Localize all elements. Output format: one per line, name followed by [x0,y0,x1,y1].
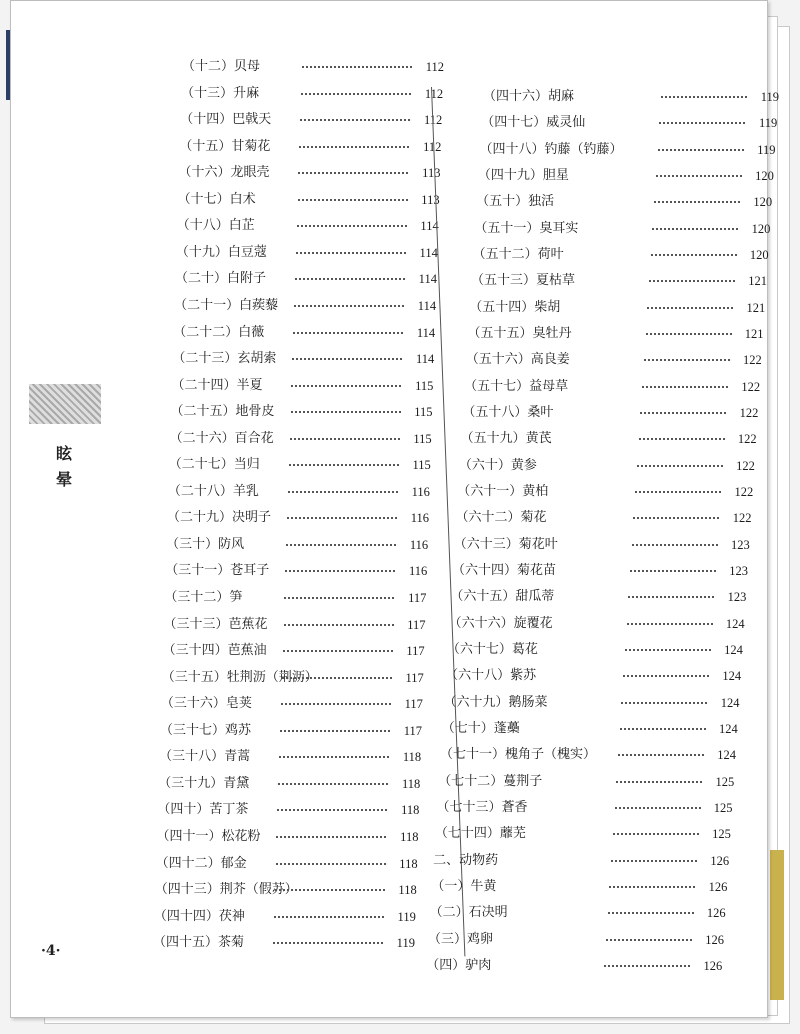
toc-entry-page: 126 [708,879,728,894]
toc-entry-page: 122 [736,458,755,473]
toc-entry-title: （十三）升麻 [181,85,260,101]
toc-entry-title: （四）驴肉 [426,957,492,973]
page-number: ·4· [41,943,61,959]
dot-leader [295,278,405,280]
toc-entry-title: （四十八）钓藤（钓藤） [479,141,623,157]
toc-entry-title: （二十二）白薇 [173,324,265,340]
toc-entry-title: （六十六）旋覆花 [448,615,553,631]
toc-entry-page: 116 [411,484,430,499]
toc-entry-page: 121 [744,326,764,341]
toc-entry-page: 118 [400,829,419,844]
dot-leader [282,677,392,679]
toc-entry-page: 122 [739,405,759,420]
toc-entry-page: 119 [760,90,779,104]
toc-entry-page: 125 [715,774,735,789]
dot-leader [284,597,394,599]
toc-entry-title: （六十一）黄柏 [457,483,549,499]
dot-leader [620,728,706,730]
dot-leader [625,649,711,651]
dot-leader [646,333,732,335]
toc-entry-title: （三十五）牡荆沥（荆沥） [161,669,318,685]
dot-leader [284,624,394,626]
dot-leader [279,756,389,758]
dot-leader [301,93,411,95]
toc-entry-page: 125 [712,827,731,842]
toc-entry-page: 114 [419,245,438,260]
toc-entry-title: （四十四）茯神 [153,908,245,924]
dot-leader [276,836,386,838]
toc-entry-page: 117 [408,591,427,605]
toc-entry-page: 119 [397,909,416,924]
toc-entry-page: 112 [424,86,444,101]
dot-leader [640,412,726,414]
toc-entry-page: 124 [725,616,745,631]
toc-entry-title: （四十二）郁金 [155,855,247,871]
dot-leader [627,623,713,625]
toc-entry-page: 125 [713,800,733,815]
dot-leader [608,912,694,914]
toc-entry-page: 121 [748,274,767,289]
toc-entry-title: （二十八）羊乳 [167,483,259,499]
dot-leader [286,544,396,546]
toc-entry-page: 117 [407,617,426,632]
side-title-char: 眩 [56,444,73,463]
side-title-char: 晕 [56,470,73,489]
toc-entry-title: （二十七）当归 [168,457,260,473]
toc-entry-title: （五十七）益母草 [464,378,569,394]
dot-leader [283,650,393,652]
toc-entry-title: （二十九）决明子 [167,510,272,526]
toc-entry-title: （四十三）荆芥（假苏） [154,882,298,898]
toc-entry-page: 114 [417,298,437,313]
dot-leader [658,149,744,151]
dot-leader [615,807,701,809]
dot-leader [652,228,738,230]
toc-entry-title: （十四）巴戟天 [180,112,272,128]
toc-entry-title: （十二）贝母 [182,59,261,74]
toc-entry-title: （二十五）地骨皮 [170,404,275,420]
dot-leader [288,491,398,493]
dot-leader [299,146,409,148]
toc-entry-title: （六十）黄参 [458,457,537,473]
toc-entry-title: （三十九）青黛 [158,775,250,791]
toc-entry-page: 124 [722,669,742,684]
toc-entry-page: 120 [751,221,771,236]
dot-leader [296,252,406,254]
dot-leader [611,860,697,862]
toc-entry-title: （六十二）菊花 [455,510,547,526]
dot-leader [298,172,408,174]
toc-entry-page: 119 [757,142,776,157]
toc-entry-page: 112 [423,139,442,154]
dot-leader [285,570,395,572]
toc-entry-title: （七十一）槐角子（槐实） [440,747,597,763]
toc-entry-page: 121 [746,300,766,315]
toc-entry-page: 122 [741,379,761,394]
dot-leader [297,225,407,227]
toc-entry-page: 123 [727,590,747,605]
dot-leader [637,465,723,467]
toc-entry-title: 二、动物药 [433,852,499,868]
toc-entry-title: （七十三）蒼香 [436,799,528,815]
dot-leader [289,464,399,466]
dot-leader [659,122,745,124]
dot-leader [642,386,728,388]
toc-entry-title: （二十六）百合花 [169,430,274,446]
toc-entry-page: 126 [706,906,726,921]
toc-entry-page: 114 [416,325,436,340]
dot-leader [633,517,719,519]
toc-entry-title: （四十一）松花粉 [156,828,261,844]
toc-entry-title: （二十三）玄胡索 [172,351,277,367]
dot-leader [623,675,709,677]
toc-entry-page: 123 [729,563,749,578]
toc-entry-page: 115 [413,431,432,446]
toc-entry-title: （四十九）胆星 [477,167,569,183]
toc-entry-title: （三十八）青蒿 [159,749,251,765]
toc-entry-page: 116 [410,511,430,526]
toc-entry-title: （四十）苦丁茶 [157,802,249,818]
toc-entry-title: （十八）白芷 [176,218,255,234]
dot-leader [604,965,690,967]
toc-entry-page: 126 [710,853,730,868]
decorative-ornament [29,384,101,424]
toc-entry-page: 115 [415,378,434,393]
toc-entry-page: 117 [406,644,425,659]
toc-entry-title: （六十五）甜瓜蒂 [450,589,555,605]
toc-entry-page: 114 [420,219,439,234]
toc-entry-title: （五十五）臭牡丹 [467,325,572,341]
toc-entry-page: 122 [737,432,757,447]
dot-leader [630,570,716,572]
toc-entry-title: （六十九）鹅肠菜 [443,694,548,710]
toc-entry-title: （三十三）芭蕉花 [163,616,268,632]
toc-entry-title: （二十四）半夏 [171,377,263,393]
toc-entry-title: （三）鸡卵 [427,931,493,947]
toc-entry-page: 119 [758,116,778,131]
toc-entry-page: 112 [423,113,443,128]
toc-entry-title: （七十）蓬蘽 [441,720,520,736]
toc-entry-title: （五十三）夏枯草 [470,273,575,289]
toc-entry-title: （三十七）鸡苏 [160,722,252,738]
toc-entry-title: （三十六）皂荚 [160,696,252,712]
toc-entry-page: 120 [755,168,774,183]
toc-entry-title: （四十六）胡麻 [483,89,575,104]
dot-leader [639,438,725,440]
toc-entry-title: （七十二）蔓荆子 [438,773,543,789]
toc-entry-title: （十七）白术 [177,191,256,207]
dot-leader [647,307,733,309]
toc-entry-page: 113 [422,166,441,181]
book-page [10,0,779,1018]
toc-entry-page: 114 [416,352,435,367]
toc-entry-page: 118 [402,750,422,765]
toc-entry-title: （七十四）蘼芜 [434,826,526,842]
dot-leader [294,305,404,307]
dot-leader [275,889,385,891]
toc-entry-page: 114 [418,272,437,287]
toc-entry-title: （二）石决明 [429,905,508,921]
dot-leader [274,916,384,918]
toc-entry-title: （四十五）茶菊 [152,935,244,951]
toc-entry-title: （三十二）笋 [164,590,243,605]
toc-entry-title: （二十）白附子 [174,271,266,287]
toc-entry-page: 122 [743,353,762,368]
toc-entry-title: （二十一）白蒺藜 [174,297,279,313]
toc-entry-title: （三十）防风 [166,536,245,552]
dot-leader [280,730,390,732]
dot-leader [635,491,721,493]
toc-entry-page: 117 [404,697,423,712]
toc-entry-page: 120 [753,195,773,210]
dot-leader [651,254,737,256]
toc-entry-page: 118 [401,776,421,791]
dot-leader [609,886,695,888]
toc-entry-title: （五十二）荷叶 [472,246,564,262]
toc-entry-title: （五十一）臭耳实 [474,220,579,236]
toc-entry-page: 122 [732,511,752,526]
toc-entry-title: （三十四）芭蕉油 [162,643,267,659]
dot-leader [291,385,401,387]
dot-leader [291,411,401,413]
dot-leader [273,942,383,944]
toc-entry-title: （五十八）桑叶 [462,404,554,420]
dot-leader [287,517,397,519]
toc-entry-title: （六十七）葛花 [446,641,538,657]
toc-entry-page: 115 [412,458,431,473]
toc-entry-title: （五十四）柴胡 [469,299,561,315]
dot-leader [628,596,714,598]
toc-entry-page: 115 [414,405,433,420]
dot-leader [298,199,408,201]
dot-leader [654,201,740,203]
dot-leader [661,96,747,98]
toc-entry-title: （六十四）菊花苗 [452,562,557,578]
dot-leader [281,703,391,705]
toc-entry-title: （六十三）菊花叶 [453,536,558,552]
toc-entry-title: （六十八）紫苏 [445,668,537,684]
dot-leader [278,783,388,785]
toc-entry-title: （五十）独活 [476,194,555,210]
toc-entry-page: 124 [717,748,736,763]
dot-leader [613,833,699,835]
dot-leader [277,809,387,811]
toc-entry-page: 124 [720,695,740,710]
toc-entry-title: （四十七）威灵仙 [481,115,586,131]
toc-entry-title: （十五）甘菊花 [179,138,271,154]
dot-leader [618,754,704,756]
toc-entry-page: 112 [425,60,444,74]
toc-entry-page: 126 [703,958,723,973]
dot-leader [606,939,692,941]
dot-leader [656,175,742,177]
toc-entry-page: 116 [408,564,428,579]
toc-entry-page: 118 [399,856,418,871]
toc-entry-page: 119 [396,936,415,951]
toc-entry-page: 113 [421,192,440,207]
toc-entry-title: （五十九）黄芪 [460,431,552,447]
toc-entry-title: （三十一）苍耳子 [165,563,270,579]
toc-entry-page: 123 [731,537,750,552]
dot-leader [632,544,718,546]
toc-entry-title: （十九）白豆蔻 [175,244,267,260]
dot-leader [300,119,410,121]
toc-entry-page: 122 [734,484,754,499]
dot-leader [302,66,412,68]
toc-entry-page: 116 [409,537,429,552]
dot-leader [292,358,402,360]
toc-entry-title: （一）牛黄 [431,878,497,894]
dot-leader [649,280,735,282]
dot-leader [276,863,386,865]
dot-leader [644,359,730,361]
toc-entry-page: 118 [401,803,420,818]
toc-entry-title: （十六）龙眼壳 [178,165,270,181]
dot-leader [290,438,400,440]
toc-entry-page: 118 [398,883,417,898]
dot-leader [621,702,707,704]
book-cover-edge-gold [770,850,784,1000]
dot-leader [293,332,403,334]
toc-entry-page: 117 [403,723,422,738]
toc-entry-page: 120 [749,247,769,262]
dot-leader [616,781,702,783]
toc-entry-page: 117 [405,670,424,685]
toc-entry-page: 124 [718,721,738,736]
toc-entry-page: 124 [724,642,743,657]
toc-entry-page: 126 [705,932,724,947]
toc-entry-title: （五十六）高良姜 [465,352,570,368]
